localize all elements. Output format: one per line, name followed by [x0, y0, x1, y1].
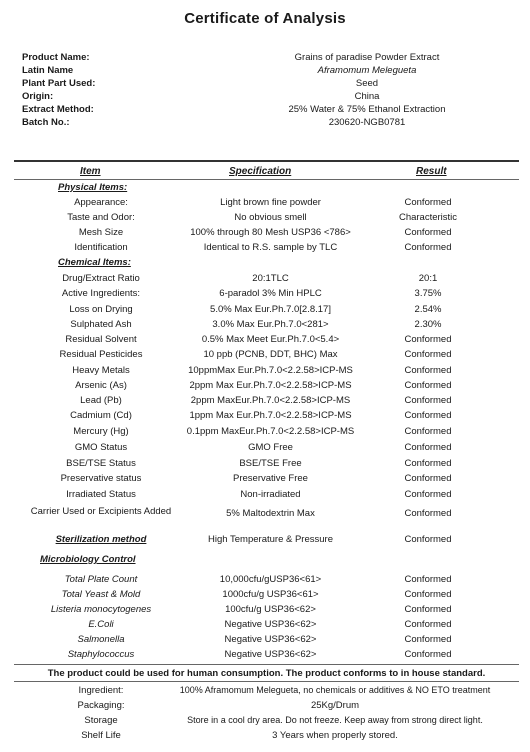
column-header-result: Result: [416, 166, 447, 177]
row-item: Cadmium (Cd): [70, 410, 132, 421]
table-row: [0, 488, 530, 501]
section-title-chemical: Chemical Items:: [58, 257, 131, 268]
row-item: Staphylococcus: [67, 649, 135, 660]
row-result: Conformed: [404, 442, 452, 453]
table-row: [0, 573, 530, 586]
row-spec: Preservative Free: [233, 473, 308, 484]
footer-value: 100% Aframomum Melegueta, no chemicals or additives & NO ETO treatment: [179, 685, 491, 695]
footer-value: 3 Years when properly stored.: [272, 730, 398, 741]
section-title-microbiology: Microbiology Control: [40, 554, 136, 565]
row-spec: BSE/TSE Free: [239, 458, 302, 469]
row-result: Conformed: [404, 649, 452, 660]
footer-value: 25Kg/Drum: [310, 700, 360, 711]
info-value: China: [354, 91, 380, 102]
footer-row-shelf-life: [0, 729, 530, 742]
row-result: Conformed: [404, 197, 452, 208]
table-row: [0, 348, 530, 361]
footer-row-packaging: [0, 699, 530, 712]
info-row-product-name: [22, 52, 502, 64]
row-item: Identification: [74, 242, 128, 253]
row-result: Conformed: [404, 589, 452, 600]
row-result: Conformed: [404, 334, 452, 345]
table-row: [0, 211, 530, 224]
row-result: Conformed: [404, 489, 452, 500]
info-value: Aframomum Melegueta: [317, 65, 417, 76]
info-row-origin: [22, 91, 502, 103]
footer-row-ingredient: [0, 684, 530, 697]
table-row: [0, 394, 530, 407]
row-result: Conformed: [404, 395, 452, 406]
row-spec: 2ppm Max Eur.Ph.7.0<2.2.58>ICP-MS: [189, 380, 352, 391]
row-result: Conformed: [404, 473, 452, 484]
table-row: [0, 272, 530, 285]
info-label: Plant Part Used:: [22, 78, 96, 89]
row-result: Conformed: [404, 619, 452, 630]
info-value: Grains of paradise Powder Extract: [294, 52, 440, 63]
footer-label: Ingredient:: [78, 685, 124, 696]
row-spec: 5.0% Max Eur.Ph.7.0[2.8.17]: [210, 304, 331, 315]
row-result: Conformed: [404, 426, 452, 437]
footer-label: Shelf Life: [81, 730, 121, 741]
row-item: Active Ingredients:: [61, 288, 141, 299]
row-item: BSE/TSE Status: [66, 458, 136, 469]
column-header-item: Item: [80, 166, 101, 177]
row-result: Conformed: [404, 604, 452, 615]
row-item: Listeria monocytogenes: [50, 604, 152, 615]
conformance-statement: The product could be used for human consumption. The product conforms to in house standard.: [47, 668, 486, 679]
row-item: E.Coli: [88, 619, 114, 630]
footer-value: Store in a cool dry area. Do not freeze. Keep away from strong direct light.: [187, 715, 483, 725]
table-row: [0, 241, 530, 254]
row-result: 2.30%: [414, 319, 442, 330]
table-row: [0, 318, 530, 331]
row-spec: 6-paradol 3% Min HPLC: [219, 288, 322, 299]
info-row-plant-part: [22, 78, 502, 90]
table-row: [0, 633, 530, 646]
table-row: [0, 196, 530, 209]
footer-label: Packaging:: [77, 700, 125, 711]
info-label: Extract Method:: [22, 104, 94, 115]
info-row-extract-method: [22, 104, 502, 116]
document-title: Certificate of Analysis: [184, 10, 346, 27]
row-result: Conformed: [404, 574, 452, 585]
column-header-divider: [14, 179, 519, 180]
row-item: Total Yeast & Mold: [61, 589, 141, 600]
row-result: Conformed: [404, 242, 452, 253]
table-row: [0, 457, 530, 470]
section-title-physical: Physical Items:: [58, 182, 128, 193]
row-result: Conformed: [404, 458, 452, 469]
column-header-specification: Specification: [229, 166, 292, 177]
row-item: Arsenic (As): [75, 380, 127, 391]
row-item: GMO Status: [74, 442, 128, 453]
info-value: 25% Water & 75% Ethanol Extraction: [288, 104, 446, 115]
table-row: [0, 472, 530, 485]
row-spec: Light brown fine powder: [220, 197, 321, 208]
row-spec: Negative USP36<62>: [224, 634, 317, 645]
row-item: Residual Solvent: [65, 334, 137, 345]
row-item: Mesh Size: [78, 227, 124, 238]
row-item: Sulphated Ash: [70, 319, 132, 330]
row-spec: 3.0% Max Eur.Ph.7.0<281>: [212, 319, 329, 330]
row-item: Heavy Metals: [72, 365, 130, 376]
table-row: [0, 425, 530, 438]
row-spec: 2ppm MaxEur.Ph.7.0<2.2.58>ICP-MS: [190, 395, 351, 406]
section-title-sterilization: Sterilization method: [55, 534, 147, 545]
row-spec: 0.1ppm MaxEur.Ph.7.0<2.2.58>ICP-MS: [186, 426, 355, 437]
row-result: 2.54%: [414, 304, 442, 315]
row-item: Appearance:: [74, 197, 128, 208]
row-spec: 1000cfu/g USP36<61>: [222, 589, 319, 600]
row-result: 20:1: [418, 273, 438, 284]
row-spec: High Temperature & Pressure: [208, 534, 333, 545]
info-row-latin-name: [22, 65, 502, 77]
info-value: Seed: [355, 78, 379, 89]
table-row: [0, 441, 530, 454]
row-spec: 100% through 80 Mesh USP36 <786>: [190, 227, 351, 238]
row-spec: 20:1TLC: [252, 273, 289, 284]
row-item: Residual Pesticides: [59, 349, 143, 360]
footer-row-storage: [0, 714, 530, 727]
info-label: Origin:: [22, 91, 54, 102]
row-item: Irradiated Status: [66, 489, 136, 500]
table-row: [0, 287, 530, 300]
table-row: [0, 409, 530, 422]
row-spec: 1ppm Max Eur.Ph.7.0<2.2.58>ICP-MS: [189, 410, 352, 421]
row-spec: Negative USP36<62>: [224, 619, 317, 630]
statement-bottom-divider: [14, 681, 519, 682]
table-row: [0, 506, 530, 530]
footer-label: Storage: [84, 715, 118, 726]
row-result: Conformed: [404, 380, 452, 391]
row-spec: 10,000cfu/gUSP36<61>: [219, 574, 322, 585]
table-row: [0, 618, 530, 631]
row-result: Characteristic: [398, 212, 458, 223]
info-value: 230620-NGB0781: [328, 117, 406, 128]
table-row: [0, 588, 530, 601]
table-row: [0, 226, 530, 239]
table-row-sterilization: [0, 533, 530, 546]
row-spec: GMO Free: [248, 442, 293, 453]
row-result: Conformed: [404, 349, 452, 360]
row-spec: 10 ppb (PCNB, DDT, BHC) Max: [203, 349, 338, 360]
row-item: Drug/Extract Ratio: [62, 273, 140, 284]
row-spec: Identical to R.S. sample by TLC: [203, 242, 338, 253]
row-item: Mercury (Hg): [73, 426, 129, 437]
row-item: Preservative status: [60, 473, 142, 484]
row-spec: 10ppmMax Eur.Ph.7.0<2.2.58>ICP-MS: [188, 365, 353, 376]
row-result: Conformed: [404, 534, 452, 545]
row-item: Salmonella: [77, 634, 125, 645]
header-divider: [14, 160, 519, 162]
row-result: Conformed: [404, 508, 452, 519]
row-spec: Non-irradiated: [240, 489, 301, 500]
row-item: Total Plate Count: [64, 574, 138, 585]
row-item: Carrier Used or Excipients Added: [30, 506, 172, 517]
statement-top-divider: [14, 664, 519, 665]
info-label: Product Name:: [22, 52, 90, 63]
table-row: [0, 333, 530, 346]
row-spec: 5% Maltodextrin Max: [226, 508, 315, 519]
row-result: Conformed: [404, 365, 452, 376]
row-spec: 100cfu/g USP36<62>: [225, 604, 316, 615]
table-row: [0, 303, 530, 316]
table-row: [0, 364, 530, 377]
row-item: Loss on Drying: [69, 304, 133, 315]
row-spec: 0.5% Max Meet Eur.Ph.7.0<5.4>: [201, 334, 340, 345]
table-row: [0, 379, 530, 392]
row-item: Taste and Odor:: [67, 212, 135, 223]
info-label: Latin Name: [22, 65, 74, 76]
row-spec: Negative USP36<62>: [224, 649, 317, 660]
row-result: Conformed: [404, 410, 452, 421]
row-spec: No obvious smell: [234, 212, 307, 223]
info-row-batch-no: [22, 117, 502, 129]
row-result: Conformed: [404, 634, 452, 645]
row-item: Lead (Pb): [80, 395, 122, 406]
table-row: [0, 648, 530, 661]
row-result: 3.75%: [414, 288, 442, 299]
info-label: Batch No.:: [22, 117, 70, 128]
table-row: [0, 603, 530, 616]
row-result: Conformed: [404, 227, 452, 238]
